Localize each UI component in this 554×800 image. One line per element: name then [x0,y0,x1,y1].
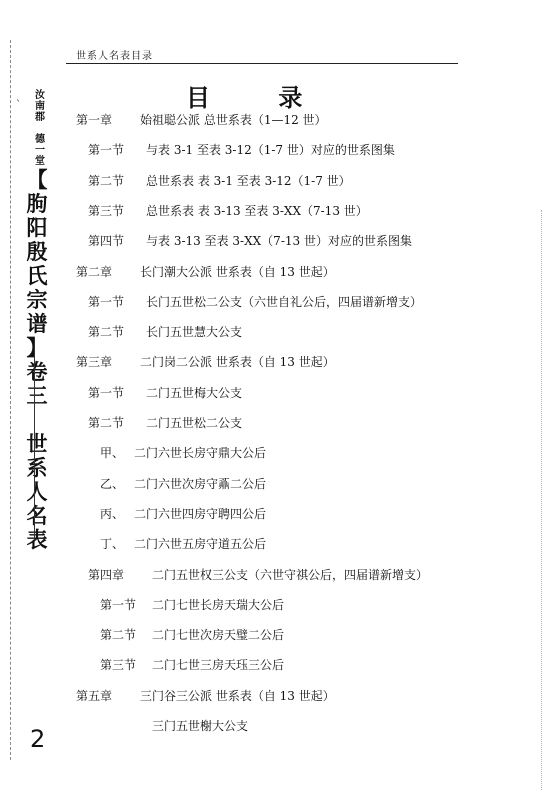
toc-entry-label: 丁、 [100,537,125,552]
toc-entry-title: 二门六世长房守鼎大公后 [134,446,267,461]
toc-entry-title: 二门七世长房天瑞大公后 [152,597,285,612]
toc-entry-title: 长门潮大公派 世系表（自 13 世起） [140,264,335,279]
toc-entry-title: 二门七世三房天珏三公后 [152,658,285,673]
toc-entry [88,566,429,583]
toc-entry-label: 甲、 [100,446,125,461]
toc-entry-title: 二门五世权三公支（六世守祺公后，四届谱新增支） [152,567,429,582]
toc-entry-label: 第五章 [76,688,113,703]
toc-entry [88,202,368,219]
toc-entry-label: 第三节 [88,203,125,218]
toc-entry-label: 第二节 [88,416,125,430]
toc-entry-title: 长门五世松二公支（六世自礼公后，四届谱新增支） [146,294,423,309]
toc-entry-title: 三门五世榭大公支 [152,719,249,733]
toc-entry [100,475,267,492]
page-number: 2 [30,725,46,753]
toc-entry [88,323,243,340]
toc-entry-title: 与表 3-1 至表 3-12（1-7 世）对应的世系图集 [146,143,395,158]
toc-entry [100,535,267,552]
toc-entry-label: 第二节 [100,628,137,643]
toc-entry-title: 长门五世慧大公支 [146,325,243,340]
toc-entry-label: 第二节 [88,173,125,188]
toc-entry-label: 第一节 [100,597,137,612]
toc-entry-label: 第二节 [88,325,125,340]
toc-entry-label: 第四章 [88,567,125,582]
side-hall-name: 汝 南 郡 德 一 堂 [35,90,45,167]
toc-entry-label: 第三节 [100,658,137,673]
toc-entry-title: 二门岗二公派 世系表（自 13 世起） [140,355,335,370]
toc-entry-title: 二门五世梅大公支 [146,385,243,400]
toc-entry-title: 与表 3-13 至表 3-XX（7-13 世）对应的世系图集 [146,234,412,249]
toc-entry [100,505,267,522]
toc-entry [88,293,423,310]
side-book-title: 【 朐 阳 殷 氏 宗 谱 】 卷 三 世 系 人 名 表 [26,167,48,552]
toc-entry-label: 第一章 [76,113,113,127]
toc-entry [88,232,412,249]
toc-entry-title: 始祖聪公派 总世系表（1—12 世） [140,113,327,127]
toc-entry [76,687,335,704]
toc-entry [88,141,395,158]
toc-entry [88,384,243,401]
toc-entry-label: 丙、 [100,506,125,521]
scan-mark: ˋ [16,100,21,111]
toc-entry-title: 二门六世五房守道五公后 [134,537,267,552]
toc-entry-label: 第二章 [76,264,113,279]
toc-entry-title: 二门六世次房守鼒二公后 [134,476,267,491]
toc-entry-label: 第一节 [88,294,125,309]
toc-entry-title: 二门七世次房天璧二公后 [152,628,285,643]
toc-title: 目 录 [186,83,333,112]
toc-entry-title: 二门五世松二公支 [146,416,243,430]
toc-entry-label: 乙、 [100,476,125,491]
toc-entry-title: 二门六世四房守聘四公后 [134,506,267,521]
toc-entry-label: 第四节 [88,234,125,249]
toc-entry [88,414,243,431]
toc-entry [76,353,335,370]
toc-entry [76,263,335,280]
toc-entry [100,444,267,461]
toc-entry-label: 第三章 [76,355,113,370]
toc-entry-title: 总世系表 表 3-1 至表 3-12（1-7 世） [146,173,351,188]
toc-entry [100,596,285,613]
toc-entry [88,172,351,189]
toc-entry-title: 总世系表 表 3-13 至表 3-XX（7-13 世） [146,203,368,218]
toc-entry [76,111,327,128]
toc-entry [100,626,285,643]
toc-entry-title: 三门谷三公派 世系表（自 13 世起） [140,688,335,703]
running-header: 世系人名表目录 [76,51,153,62]
toc-entry-label: 第一节 [88,143,125,158]
toc-entry-label: 第一节 [88,385,125,400]
toc-entry [100,656,285,673]
